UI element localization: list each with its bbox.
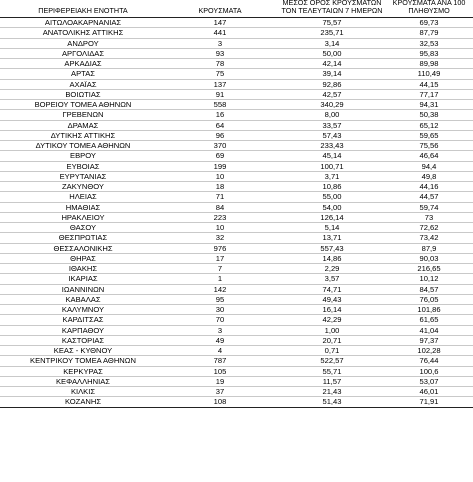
cell-avg: 55,00 [322,192,342,202]
cell-avg: 522,57 [320,356,344,366]
cell-cases: 3 [217,325,223,335]
cell-per: 10,12 [419,274,439,284]
cell-region: ΗΜΑΘΙΑΣ [65,202,101,212]
header-cases: ΚΡΟΥΣΜΑΤΑ [198,6,242,15]
cell-cases: 558 [213,100,227,109]
cell-per: 94,4 [421,161,437,171]
cell-avg: 50,00 [322,48,342,58]
cell-region: ΙΚΑΡΙΑΣ [68,274,98,284]
cell-avg: 55,71 [322,366,342,376]
cell-cases: 32 [215,233,225,243]
cell-region: ΑΝΔΡΟΥ [67,38,99,48]
table-row [0,192,473,202]
cell-cases: 976 [213,243,227,253]
cell-per: 76,44 [419,356,439,366]
table-row [0,223,473,233]
cell-region: ΙΘΑΚΗΣ [68,264,98,273]
header-avg-line1: ΜΕΣΟΣ ΟΡΟΣ ΚΡΟΥΣΜΑΤΩΝ [282,0,382,7]
cell-per: 77,17 [419,89,439,99]
cell-cases: 78 [215,59,225,68]
cell-avg: 51,43 [322,397,342,407]
cell-per: 102,28 [417,346,441,355]
cell-avg: 54,00 [322,202,342,212]
cell-region: ΑΝΑΤΟΛΙΚΗΣ ΑΤΤΙΚΗΣ [42,28,124,38]
table-row [0,326,473,336]
cell-avg: 14,86 [322,253,342,263]
cell-cases: 10 [215,223,225,232]
cell-cases: 16 [215,110,225,120]
cell-avg: 92,86 [322,79,342,89]
table-row [0,244,473,254]
cell-per: 61,65 [419,315,439,325]
cell-avg: 16,14 [322,305,342,314]
cell-avg: 340,29 [320,100,344,109]
cell-cases: 95 [215,294,225,304]
table-row [0,90,473,100]
cell-avg: 5,14 [324,223,340,232]
cell-region: ΙΩΑΝΝΙΝΩΝ [61,284,105,294]
cell-per: 44,57 [419,192,439,202]
cell-cases: 3 [217,38,223,48]
cell-per: 101,86 [417,305,441,314]
cell-per: 32,53 [419,38,439,48]
cell-region: ΕΥΡΥΤΑΝΙΑΣ [59,171,107,181]
cell-avg: 20,71 [322,335,342,345]
cell-region: ΒΟΙΩΤΙΑΣ [65,89,101,99]
cell-region: ΚΑΒΑΛΑΣ [65,294,101,304]
table-row [0,264,473,274]
cell-cases: 17 [215,253,225,263]
table-row [0,28,473,38]
cell-per: 59,74 [419,202,439,212]
cell-region: ΚΑΣΤΟΡΙΑΣ [61,335,105,345]
cell-per: 84,57 [419,284,439,294]
cell-cases: 37 [215,387,225,396]
cell-region: ΘΑΣΟΥ [69,223,97,232]
cell-per: 46,64 [419,151,439,161]
cell-region: ΘΕΣΠΡΩΤΙΑΣ [58,233,108,243]
cell-region: ΚΕΑΣ - ΚΥΘΝΟΥ [53,346,113,355]
table-row [0,377,473,387]
table-row [0,397,473,407]
cell-cases: 137 [213,79,227,89]
cell-per: 44,15 [419,79,439,89]
cell-region: ΗΛΕΙΑΣ [69,192,97,202]
header-avg-line2: ΤΟΝ ΤΕΛΕΥΤΑΙΩΝ 7 ΗΜΕΡΩΝ [281,5,383,15]
cell-per: 46,01 [419,387,439,396]
cell-region: ΑΧΑΪΑΣ [69,79,97,89]
cell-avg: 45,14 [322,151,342,161]
cell-cases: 93 [215,48,225,58]
table-row [0,39,473,49]
table-row [0,274,473,284]
cell-avg: 100,71 [320,161,344,171]
cell-region: ΑΡΤΑΣ [71,69,95,79]
table-row [0,162,473,172]
table-row [0,100,473,110]
table-row [0,315,473,325]
table-row [0,233,473,243]
cell-region: ΒΟΡΕΙΟΥ ΤΟΜΕΑ ΑΘΗΝΩΝ [34,100,132,109]
cell-per: 59,65 [419,130,439,140]
cell-cases: 787 [213,356,227,366]
table-row [0,346,473,356]
cell-cases: 199 [213,161,227,171]
cell-per: 53,07 [419,376,439,386]
table-row [0,18,473,28]
table-row [0,203,473,213]
cell-avg: 21,43 [322,387,342,396]
cell-per: 49,8 [421,171,437,181]
cell-avg: 557,43 [320,243,344,253]
cell-cases: 4 [217,346,223,355]
cell-avg: 3,57 [324,274,340,284]
cell-region: ΕΒΡΟΥ [70,151,96,161]
table-row [0,131,473,141]
cell-region: ΚΙΛΚΙΣ [70,387,96,396]
cell-avg: 49,43 [322,294,342,304]
header-avg [262,0,402,14]
cell-per: 100,6 [419,366,439,376]
cell-region: ΓΡΕΒΕΝΩΝ [62,110,104,120]
cell-region: ΔΥΤΙΚΗΣ ΑΤΤΙΚΗΣ [50,130,116,140]
cell-per: 73 [424,212,434,222]
cell-region: ΚΑΡΠΑΘΟΥ [61,325,105,335]
cell-per: 94,31 [419,100,439,109]
cell-cases: 10 [215,171,225,181]
cell-avg: 1,00 [324,325,340,335]
cell-cases: 96 [215,130,225,140]
cell-avg: 0,71 [324,346,340,355]
cell-region: ΚΑΛΥΜΝΟΥ [61,305,105,314]
header-per-line1: ΚΡΟΥΣΜΑΤΑ ΑΝΑ 100 [392,0,466,7]
table-row [0,141,473,151]
cell-cases: 49 [215,335,225,345]
cell-avg: 39,14 [322,69,342,79]
cell-cases: 223 [213,212,227,222]
cell-cases: 1 [217,274,223,284]
cell-avg: 57,43 [322,130,342,140]
table-row [0,295,473,305]
cell-per: 41,04 [419,325,439,335]
cell-avg: 235,71 [320,28,344,38]
cell-avg: 75,57 [322,18,342,27]
cell-avg: 2,29 [324,264,340,273]
table-header [0,0,473,18]
cell-avg: 3,14 [324,38,340,48]
cell-region: ΚΑΡΔΙΤΣΑΣ [62,315,104,325]
cell-avg: 33,57 [322,120,342,130]
cell-cases: 91 [215,89,225,99]
cell-avg: 3,71 [324,171,340,181]
cell-per: 72,62 [419,223,439,232]
cell-region: ΚΕΦΑΛΛΗΝΙΑΣ [55,376,111,386]
cell-avg: 13,71 [322,233,342,243]
cell-cases: 105 [213,366,227,376]
cell-per: 76,05 [419,294,439,304]
cell-region: ΔΡΑΜΑΣ [67,120,99,130]
cell-cases: 19 [215,376,225,386]
cell-cases: 142 [213,284,227,294]
cell-per: 90,03 [419,253,439,263]
table-row [0,367,473,377]
table-row [0,49,473,59]
cell-per: 75,56 [419,141,439,150]
cell-region: ΑΡΓΟΛΙΔΑΣ [61,48,105,58]
cell-cases: 7 [217,264,223,273]
cell-per: 65,12 [419,120,439,130]
table-row [0,305,473,315]
table-row [0,69,473,79]
cell-region: ΘΗΡΑΣ [70,253,96,263]
table-row [0,80,473,90]
cell-per: 89,98 [419,59,439,68]
table-row [0,387,473,397]
table-row [0,213,473,223]
table-row [0,356,473,366]
cell-region: ΚΕΡΚΥΡΑΣ [63,366,103,376]
cell-per: 97,37 [419,335,439,345]
cell-region: ΗΡΑΚΛΕΙΟΥ [61,212,105,222]
cell-avg: 74,71 [322,284,342,294]
cell-cases: 69 [215,151,225,161]
cell-per: 216,65 [417,264,441,273]
table-row [0,336,473,346]
cell-cases: 75 [215,69,225,79]
cell-cases: 18 [215,182,225,191]
header-per [385,0,473,14]
cell-avg: 42,14 [322,59,342,68]
cell-avg: 233,43 [320,141,344,150]
cell-cases: 71 [215,192,225,202]
header-region: ΠΕΡΙΦΕΡΕΙΑΚΗ ΕΝΟΤΗΤΑ [38,6,128,15]
cell-cases: 64 [215,120,225,130]
table-row [0,285,473,295]
cell-avg: 42,29 [322,315,342,325]
cell-cases: 30 [215,305,225,314]
cell-avg: 42,57 [322,89,342,99]
cell-cases: 84 [215,202,225,212]
cell-per: 50,38 [419,110,439,120]
cell-avg: 126,14 [320,212,344,222]
cell-per: 87,79 [419,28,439,38]
cell-cases: 108 [213,397,227,407]
table-row [0,254,473,264]
table-row [0,121,473,131]
cell-per: 71,91 [419,397,439,407]
cell-per: 44,16 [419,182,439,191]
cell-cases: 147 [213,18,227,27]
cell-cases: 70 [215,315,225,325]
table-row [0,182,473,192]
cell-avg: 10,86 [322,182,342,191]
cell-avg: 8,00 [324,110,340,120]
cell-avg: 11,57 [322,376,342,386]
cell-region: ΘΕΣΣΑΛΟΝΙΚΗΣ [53,243,113,253]
cell-region: ΖΑΚΥΝΘΟΥ [62,182,104,191]
cell-per: 110,49 [417,69,441,79]
table-body [0,18,473,408]
cell-region: ΚΕΝΤΡΙΚΟΥ ΤΟΜΕΑ ΑΘΗΝΩΝ [30,356,136,366]
header-per-line2: ΠΛΗΘΥΣΜΟ [408,5,450,15]
cell-region: ΑΡΚΑΔΙΑΣ [64,59,102,68]
cell-per: 69,73 [419,18,439,27]
table-row [0,172,473,182]
cell-region: ΕΥΒΟΙΑΣ [66,161,100,171]
cell-region: ΔΥΤΙΚΟΥ ΤΟΜΕΑ ΑΘΗΝΩΝ [35,141,131,150]
table-row [0,110,473,120]
cell-per: 87,9 [421,243,437,253]
cell-region: ΚΟΖΑΝΗΣ [64,397,102,407]
table-row [0,151,473,161]
table-row [0,59,473,69]
cell-region: ΑΙΤΩΛΟΑΚΑΡΝΑΝΙΑΣ [44,18,122,27]
cell-per: 95,83 [419,48,439,58]
cell-cases: 441 [213,28,227,38]
cell-cases: 370 [213,141,227,150]
cell-per: 73,42 [419,233,439,243]
